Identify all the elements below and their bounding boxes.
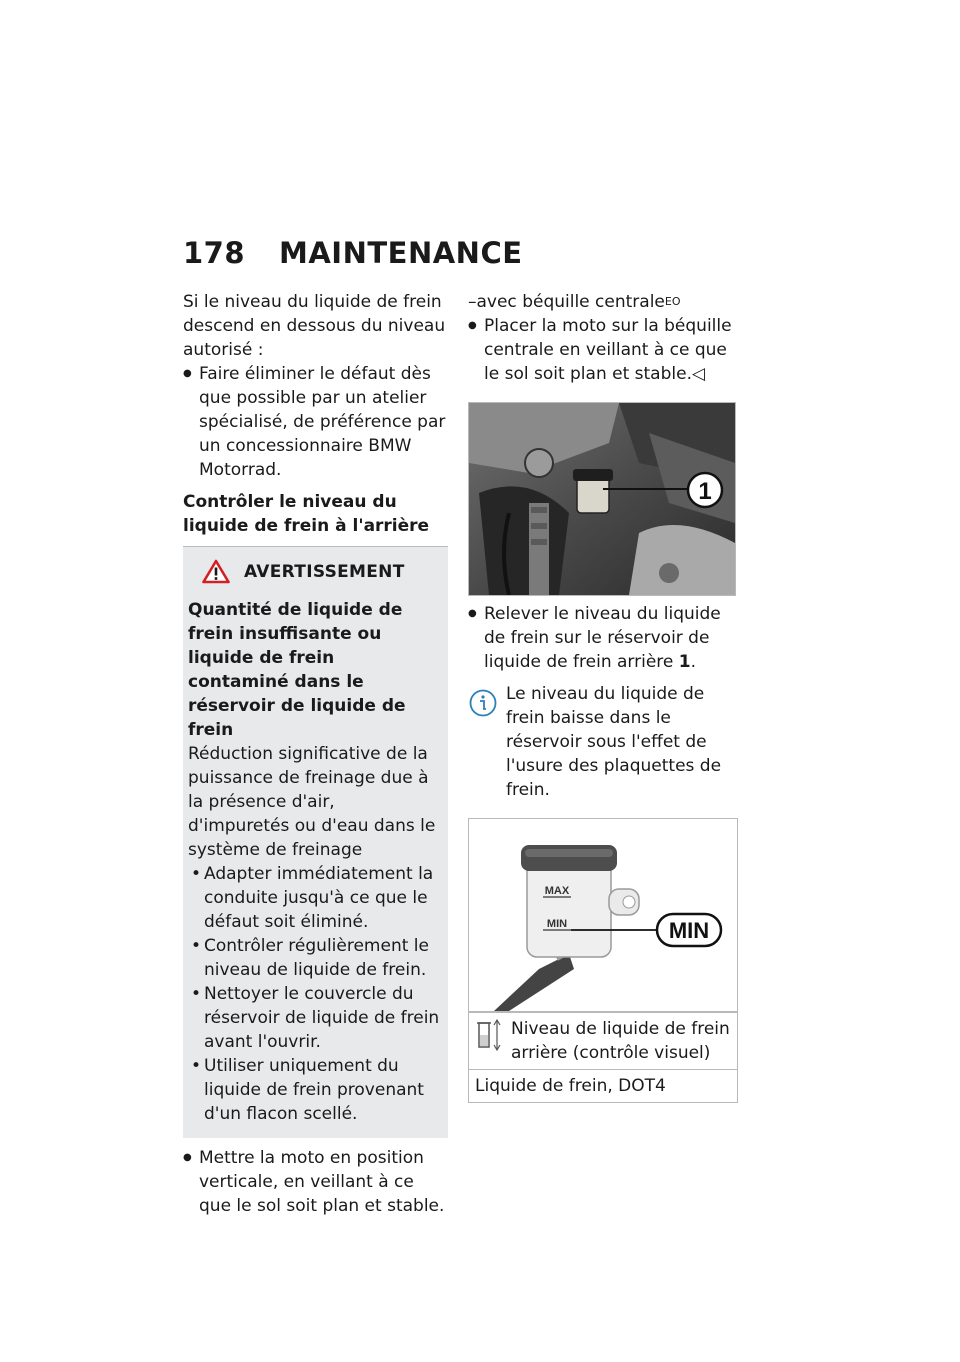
variant-code: EO bbox=[664, 295, 681, 308]
level-gauge-icon bbox=[475, 1017, 503, 1053]
page-header bbox=[183, 236, 523, 270]
page-number: 178 bbox=[183, 236, 246, 270]
warning-title: AVERTISSEMENT bbox=[244, 561, 405, 582]
warning-item: • Nettoyer le couvercle du réservoir de liquide de frein avant l'ouvrir. bbox=[188, 982, 440, 1054]
intro-text: Si le niveau du liquide de frein descend en dessous du niveau autorisé : bbox=[183, 292, 446, 360]
warning-item: • Contrôler régulièrement le niveau de liquide de frein. bbox=[188, 934, 440, 982]
chapter-title: MAINTENANCE bbox=[279, 236, 523, 270]
info-icon bbox=[468, 688, 498, 718]
warning-header bbox=[202, 559, 440, 584]
warning-box bbox=[183, 547, 448, 1138]
level-marks-illustration bbox=[469, 819, 737, 1011]
check-level-text: Relever le niveau du liquide de frein sur le réservoir de liquide de frein arrière bbox=[484, 604, 721, 672]
spec-table bbox=[468, 1012, 738, 1103]
end-mark: ◁ bbox=[691, 364, 706, 384]
info-text: Le niveau du liquide de frein baisse dans le réservoir sous l'effet de l'usure des plaquettes de frein. bbox=[506, 684, 722, 800]
bullet-stand bbox=[468, 314, 740, 386]
info-note bbox=[468, 682, 740, 802]
bullet-vertical: ● Mettre la moto en position verticale, en veillant à ce que le sol soit plan et stable. bbox=[183, 1146, 448, 1218]
warning-heading: Quantité de liquide de frein insuffisante ou liquide de frein contaminé dans le réservoir de liquide de frein bbox=[188, 600, 406, 740]
section-title: Contrôler le niveau du liquide de frein à l'arrière bbox=[183, 492, 430, 536]
reservoir-photo bbox=[468, 402, 736, 596]
min-callout: MIN bbox=[668, 918, 710, 943]
spec-title-row bbox=[469, 1012, 737, 1069]
warning-consequence: Réduction significative de la puissance de freinage due à la présence d'air, d'impuretés ou d'eau dans le système de freinage bbox=[188, 744, 436, 860]
spec-title: Niveau de liquide de frein arrière (contrôle visuel) bbox=[511, 1019, 730, 1063]
callout-1: 1 bbox=[698, 478, 712, 505]
variant-text: –avec béquille centrale bbox=[468, 292, 665, 312]
warning-triangle-icon bbox=[202, 559, 230, 584]
level-marks-figure bbox=[468, 818, 738, 1012]
spec-value: Liquide de frein, DOT4 bbox=[469, 1069, 737, 1102]
reservoir-photo-illustration bbox=[469, 403, 735, 595]
left-column bbox=[183, 290, 448, 1218]
max-label: MAX bbox=[544, 885, 570, 897]
right-column bbox=[468, 290, 740, 1103]
warning-item: • Utiliser uniquement du liquide de frein provenant d'un flacon scellé. bbox=[188, 1054, 440, 1126]
bullet-repair: ● Faire éliminer le défaut dès que possible par un atelier spécialisé, de préférence par un concessionnaire BMW Motorrad. bbox=[183, 362, 448, 482]
bullet-stand-text: Placer la moto sur la béquille centrale en veillant à ce que le sol soit plan et stable. bbox=[484, 316, 732, 384]
check-level-ref: 1 bbox=[678, 652, 691, 672]
min-label: MIN bbox=[546, 918, 568, 930]
warning-item: • Adapter immédiatement la conduite jusqu'à ce que le défaut soit éliminé. bbox=[188, 862, 440, 934]
bullet-check-level: ● Relever le niveau du liquide de frein sur le réservoir de liquide de frein arrière 1. bbox=[468, 602, 740, 674]
variant-line bbox=[468, 290, 740, 314]
